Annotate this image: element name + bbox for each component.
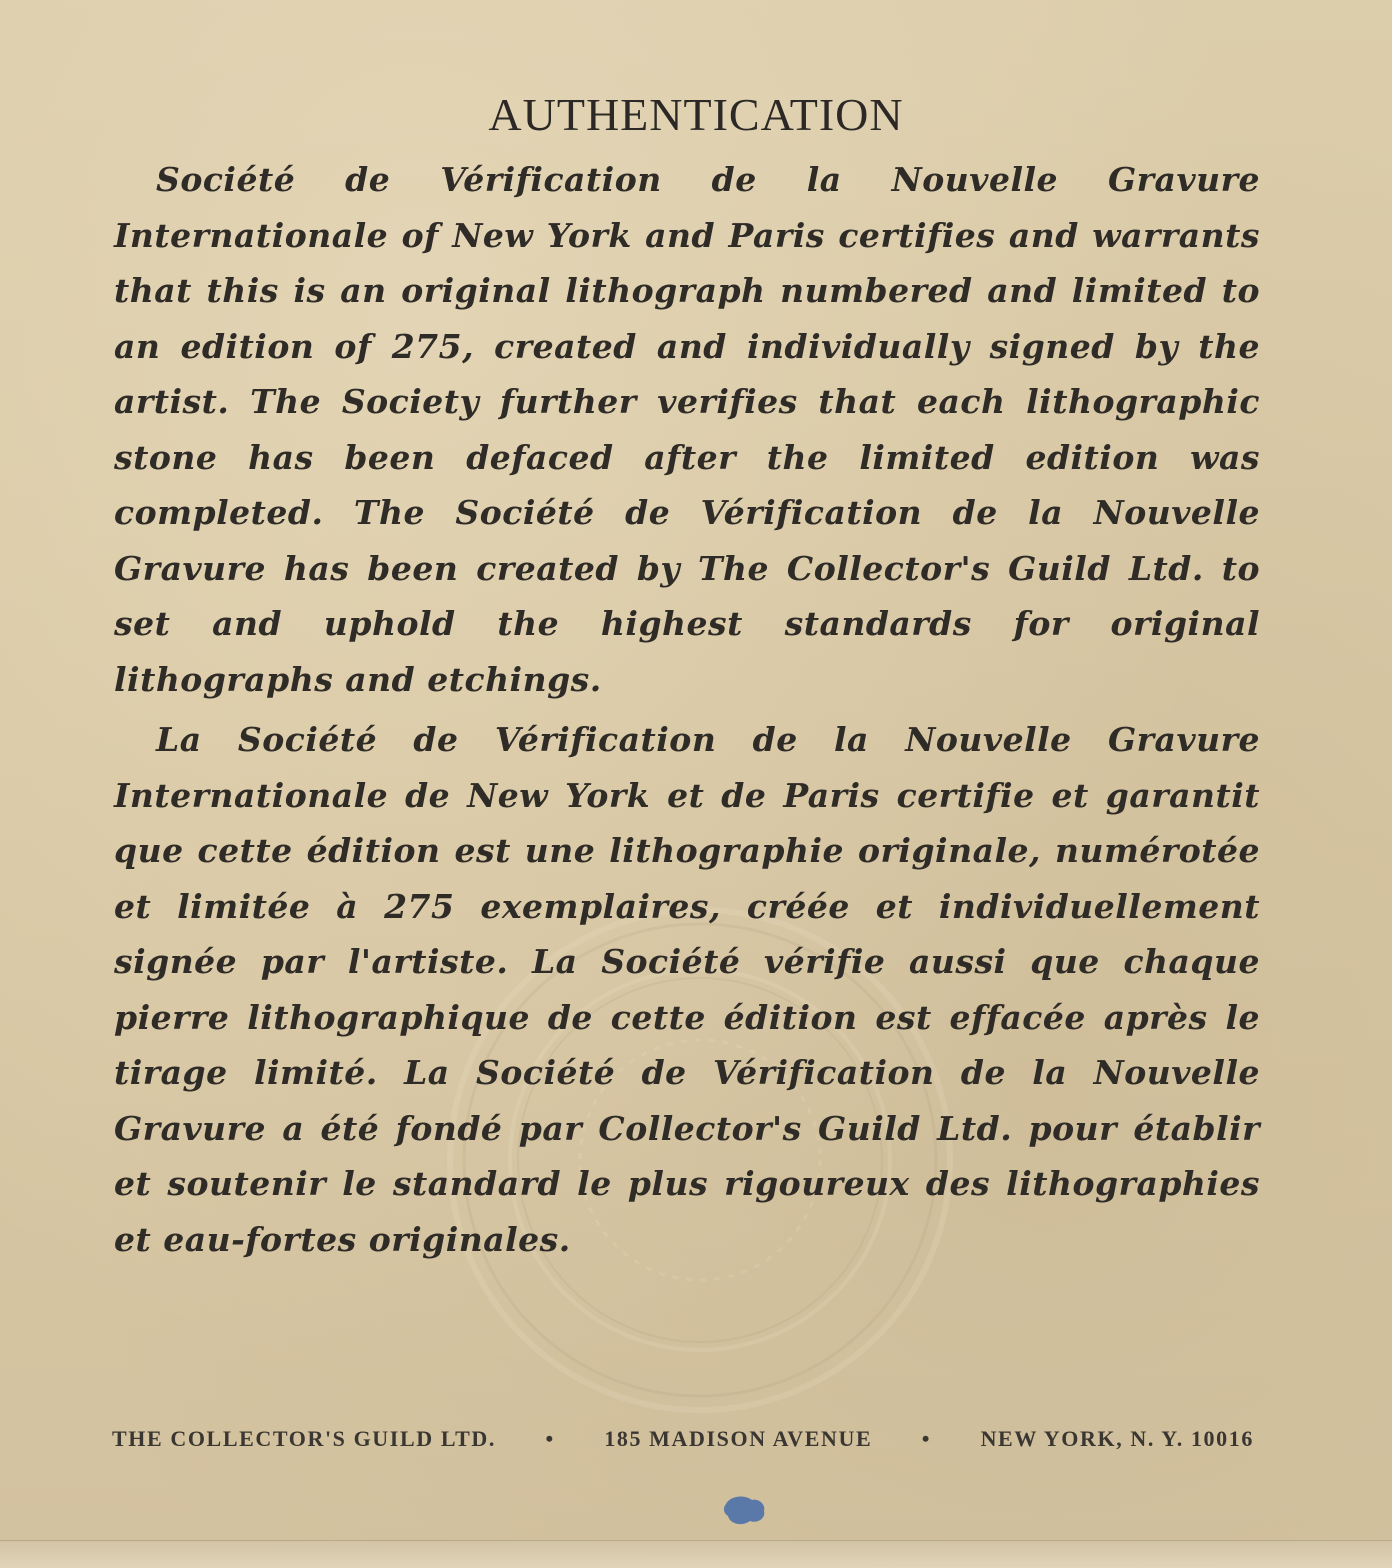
ink-blot-icon — [722, 1494, 768, 1528]
english-paragraph: Société de Vérification de la Nouvelle Gravure Internationale of New York and Paris certifies and warrants that this is an original lithograph numbered and limited to an edition of 275, created and individually signed by the artist. The Society further verifies that each lithographic stone has been defaced after the limited edition was completed. The Société de Vérification de la Nouvelle Gravure has been created by The Collector's Guild Ltd. to set and uphold the highest standards for original lithographs and etchings. — [114, 160, 1260, 699]
footer-separator: • — [921, 1426, 932, 1451]
footer-street: 185 MADISON AVENUE — [604, 1426, 873, 1451]
footer-address — [112, 1426, 1254, 1452]
page-title: AUTHENTICATION — [488, 89, 904, 140]
footer-city: NEW YORK, N. Y. 10016 — [980, 1426, 1254, 1451]
french-paragraph: La Société de Vérification de la Nouvelle Gravure Internationale de New York et de Paris certifie et garantit que cette édition est une lithographie originale, numérotée et limitée à 275 exemplaires, créée et individuellement signée par l'artiste. La Société vérifie aussi que chaque pierre lithographique de cette édition est effacée après le tirage limité. La Société de Vérification de la Nouvelle Gravure a été fondé par Collector's Guild Ltd. pour établir et soutenir le standard le plus rigoureux des lithographies et eau-fortes originales. — [114, 720, 1260, 1259]
footer-separator: • — [545, 1426, 555, 1451]
footer-company: THE COLLECTOR'S GUILD LTD. — [112, 1426, 496, 1451]
bottom-edge-shade — [0, 1541, 1392, 1568]
